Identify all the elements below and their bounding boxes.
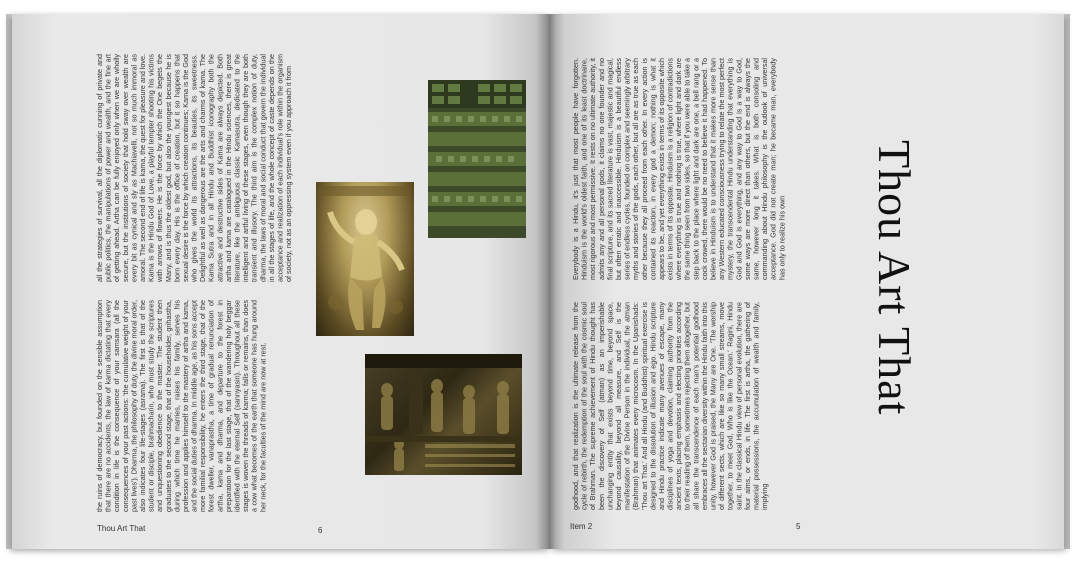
left-page-text-column-outer: all the strategies of survival, all the diplomatic cunning of private and public politics, the manipulations of power and wealth, and the fine art of getting ahead. Artha can be fully enjoyed only when we are wholly secure, but the institutions of society that hold sway over wealth are every bit as cynical and sly as Machiavelli, not so much immoral as amoral. The second end of life is kama, the quest for pleasure and love. Kama is the Hindu God of Love, a playful tempter shooting his victims with arrows of flowers. He is the force by which the One begets the Many, and is thus the oldest god, but also the youngest because he is born every day. His is the office of creation, but it so happens that sexual desire is the force by which creation continues; Kama is the God who gives the world its attractions, its beauties, its sweetness. Delightful as well as dangerous are the arts and charms of kama. The Kama Sutra and in all Hindu and Buddhist iconography both the attractive and destructive sides of Kama are always depicted. Both artha and kama are catalogued in the Hindu sciences, there is great literature, like the ambiguous classic Kamasutra, dedicated to the intelligent and artful living of these stages, even though they are both transient and illusory. The third aim is the complex notion of duty, dharma, the laws of moral and social conduct that govern the individual in all the stages of life, and the whole concept of caste depends on the acceptance and realization of each individual's role within the organism of society, not as an oppressing system even if you approach it from: [95, 53, 294, 282]
right-page-text-column-outer: Everybody is a Hindu, it's just that most people have forgotten. Hinduism is the world's oldest faith, and one of its least doctrinaire, most rigorous and most permissive. It rests on no ultimate authority, it admits any and all personal gods, it claims no one founder and no final scripture, and its sacred literature is vast, majestic and magical, but often erratic and inaccessible. Hinduism is a beautiful endless series of endless cycles, founded on complex and seemingly arbitrary myths and stories of the gods, each other, but all are as true as each other because they all proceed from each other. In every action is contained its reaction, in every god a demon; nothing is what it appears to be, and yet everything exists in terms of its opposite which exists in terms of its opposite. Hinduism is a religion of contradictions where everything is true and nothing is true, where light and dark are the same thing seen from two sides, so that if you were able to take a step back to the place where light and dark are one, a bell rang or a cock crowed, there would be no need to believe it had happened. To believe in Hinduism is to understand that it makes more sense than any Western educated consciousness trying to relate the most perfect mystery, the transcendental Hindu understanding that everything is God and God is everything, and any way to God is a way to God, some ways are more direct than others, but the end is always the same, however long it takes. What is both consoling and commanding about Hindu philosophy is the outlook of universal acceptance. God did not create man; he became man, everybody has only to realize his own: [571, 58, 787, 280]
carved-frieze-icon: [428, 80, 526, 238]
chapter-title: Thou Art That: [869, 140, 920, 416]
temple-carvings-photo: [365, 354, 522, 475]
right-page-text-column-inner: godhood, and that realization is the ultimate release from the cycle of rebirth, the redemption of the soul with the cosmic soul of Brahman. The supreme achievement of Hindu thought has been the discovery of Self (atman) as an imperishable unchanging entity that exists beyond time, beyond space, beyond causality, beyond all measure, and Self is the manifestation of the Divine Person in the individual, the atman (Brahman) that animates every microcosm. In the Upanishads: 'Thou art That.' And all Hindu (and Buddhist) spiritual exercise is designed to the dissolution of illusion and ego. Hindu scripture and Hindu practice indicate many avenues of escape, many disciplines of yoga and devotion, claiming authority from the ancient texts, placing emphasis and electing priorities according to their reading of them, sometimes rejecting them altogether, but all share the transcendence of each man's potential godhood embraces all the sectarian diversity within the Hindu faith into this unity, however God is praised, the Many are One. 'The worship of different sects, which are like so many small streams, move together, to meet God, Who is like the Ocean.' Ragini, Hindu saint. In the classical Hindu view of personal evolution, there are four aims, or ends, in life. The first is artha, the gathering of material possessions, the accumulation of wealth and family, implying: [571, 302, 770, 510]
sculpture-figure-icon: [316, 182, 414, 336]
book-edge-right: [1064, 14, 1070, 549]
sculpture-photo: [316, 182, 414, 336]
left-page-number: 6: [318, 526, 323, 535]
carved-panel-photo: [428, 80, 526, 238]
temple-figures-icon: [365, 354, 522, 475]
left-footer-title: Thou Art That: [97, 524, 146, 533]
right-page: [550, 14, 1064, 549]
right-page-number: 5: [796, 522, 801, 531]
right-footer-title: Item 2: [570, 522, 593, 531]
left-page-text-column-inner: the ruins of democracy, but founded on the sensible assumption that there are no accidents, the law of karma dictating that every condition in life is the consequence of your samsara (all the consequences of your past actions: 'the cumulative weight of your past lives'). Dharma, the philosophy of duty, the divine moral order, also indicates four life-stages (asrama). The first is that of the student or disciple, brahmacharin, who must study the scriptures and unquestioning obedience to the master. The student then graduates to the second stage, that of the householder, grihastha, during which time he marries, raises his family, serves his profession and applies himself to the mastery of artha and kama, and the social duties of dharma. In middle age, as his sons accept more familial responsibility, he enters the third stage, that of the forest dweller, vanaprastha, a time of gradual renunciation of artha, kama and dharma, and departure to the forest in preparation for the last stage, that of the wandering holy beggar identified with the eternal Self (sannyasin). Throughout all these stages is woven the threads of karma; falls or remains, than does a cow what becomes of the earth that someone has hung around her neck, for the faculties of the mind are now at rest.: [95, 300, 268, 512]
